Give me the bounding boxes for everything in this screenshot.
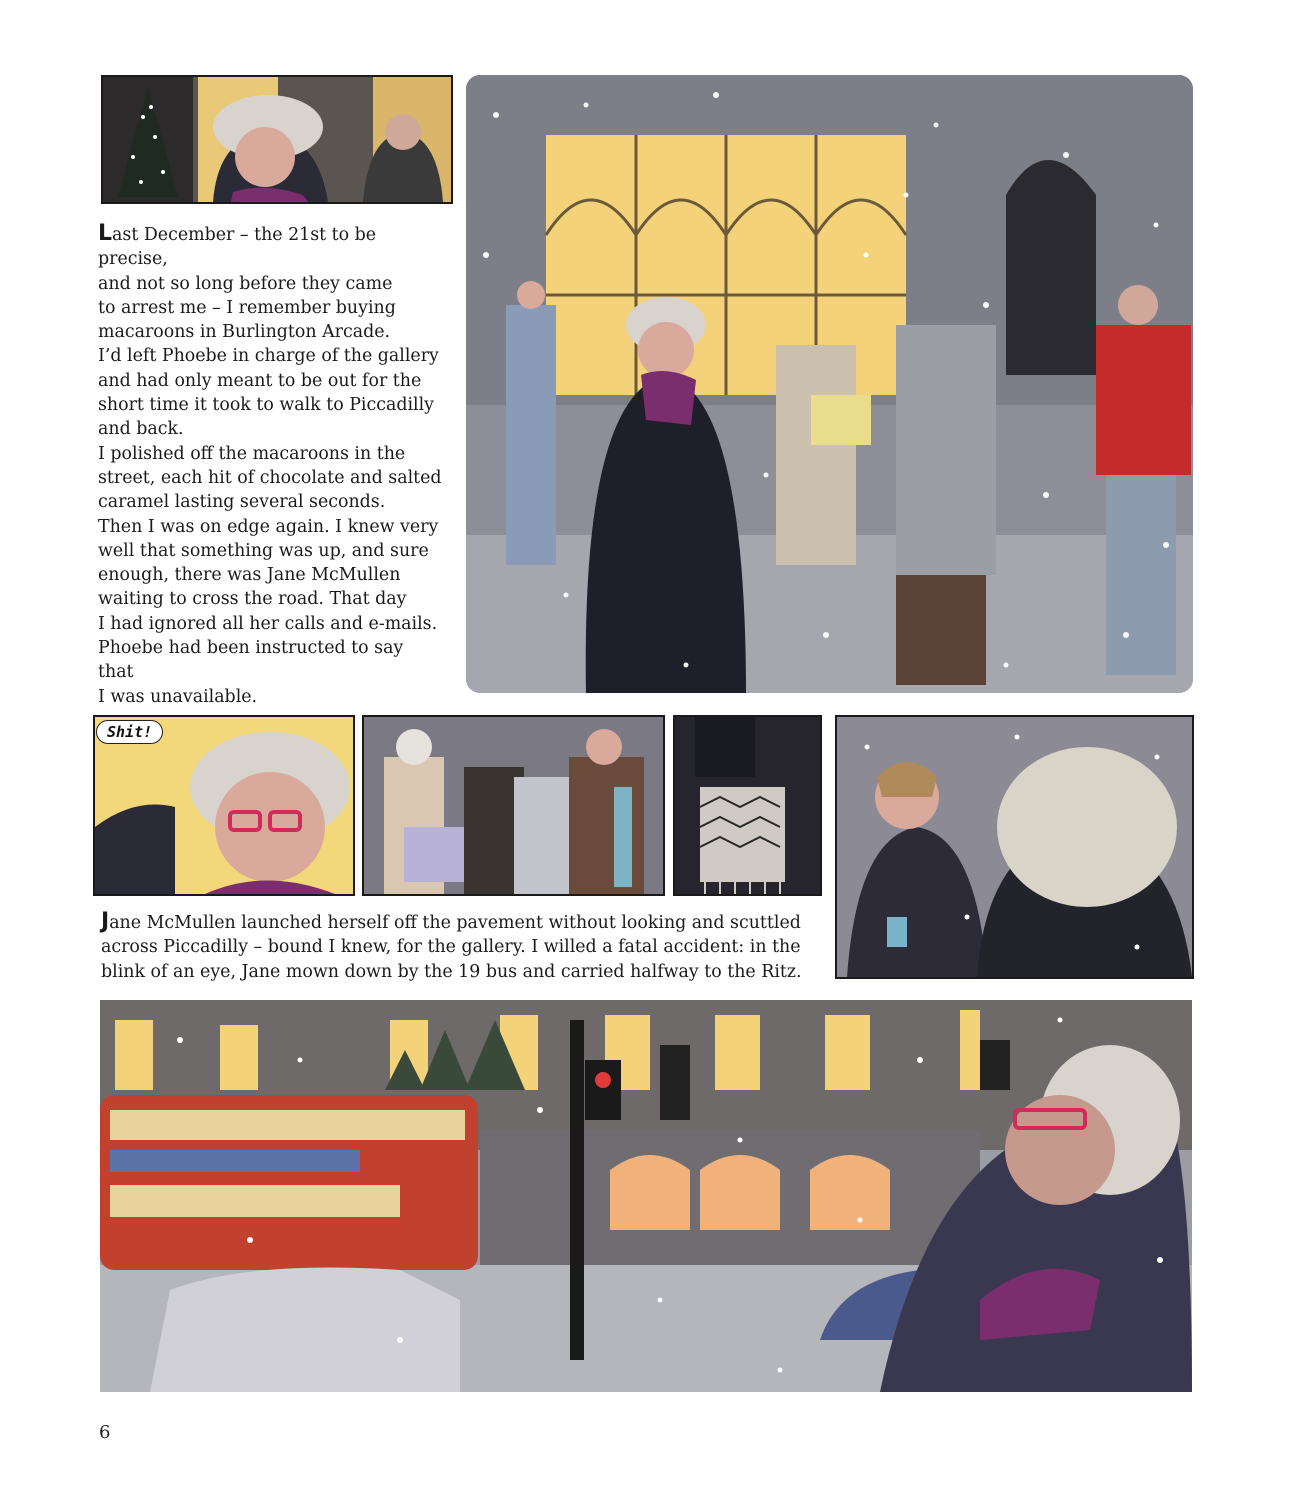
archway <box>1006 160 1096 375</box>
narration-line: I polished off the macaroons in the <box>98 443 406 464</box>
blonde-hair <box>997 747 1177 907</box>
narration-line: well that something was up, and sure <box>98 540 429 561</box>
narration-line: ast December – the 21st to be precise, <box>98 225 377 270</box>
shop-arches <box>610 1155 890 1230</box>
figure-blue-coat <box>506 305 556 565</box>
panel-crowd <box>364 717 663 894</box>
thought-balloon: Shit! <box>96 720 163 744</box>
narration-line: I’d left Phoebe in charge of the gallery <box>98 346 439 367</box>
narration-line: across Piccadilly – bound I knew, for the gallery. I willed a fatal accident: in the <box>101 937 801 958</box>
narration-line: I was unavailable. <box>98 686 258 707</box>
narration-line: and back. <box>98 419 184 440</box>
narration-line: short time it took to walk to Piccadilly <box>98 395 434 416</box>
narration-line: Phoebe had been instructed to say that <box>98 638 404 683</box>
shopping-bag <box>811 395 871 445</box>
narration-line: Then I was on edge again. I knew very <box>98 516 439 537</box>
narration-line: I had ignored all her calls and e-mails. <box>98 613 438 634</box>
vendor-red-vest <box>1096 325 1191 475</box>
panel-patterned-bag <box>675 717 820 894</box>
panel-piccadilly-bus <box>100 1000 1192 1392</box>
dropcap: J <box>101 909 110 934</box>
panel-blonde-woman <box>837 717 1192 977</box>
figure-brown-jacket <box>569 757 644 894</box>
narration-line: caramel lasting several seconds. <box>98 492 386 513</box>
page-number: 6 <box>99 1422 111 1443</box>
traffic-light-pole <box>570 1020 584 1360</box>
narration-line: and had only meant to be out for the <box>98 370 422 391</box>
narration-line: waiting to cross the road. That day <box>98 589 407 610</box>
figure-grey-jacket <box>896 325 996 575</box>
narration-line: macaroons in Burlington Arcade. <box>98 322 391 343</box>
narration-line: to arrest me – I remember buying <box>98 297 396 318</box>
panel-arcade-street-scene <box>466 75 1193 693</box>
silver-car <box>150 1268 460 1393</box>
dropcap: L <box>98 221 113 246</box>
narration-line: enough, there was Jane McMullen <box>98 565 401 586</box>
narration-line: blink of an eye, Jane mown down by the 19 bus and carried halfway to the Ritz. <box>101 961 802 982</box>
figure-beige-coat <box>776 345 856 565</box>
narration-top <box>98 222 443 709</box>
narration-middle <box>101 910 821 984</box>
narration-line: street, each hit of chocolate and salted <box>98 467 442 488</box>
narration-line: ane McMullen launched herself off the pavement without looking and scuttled <box>109 913 801 933</box>
panel-woman-at-window <box>103 77 451 202</box>
narration-line: and not so long before they came <box>98 273 393 294</box>
